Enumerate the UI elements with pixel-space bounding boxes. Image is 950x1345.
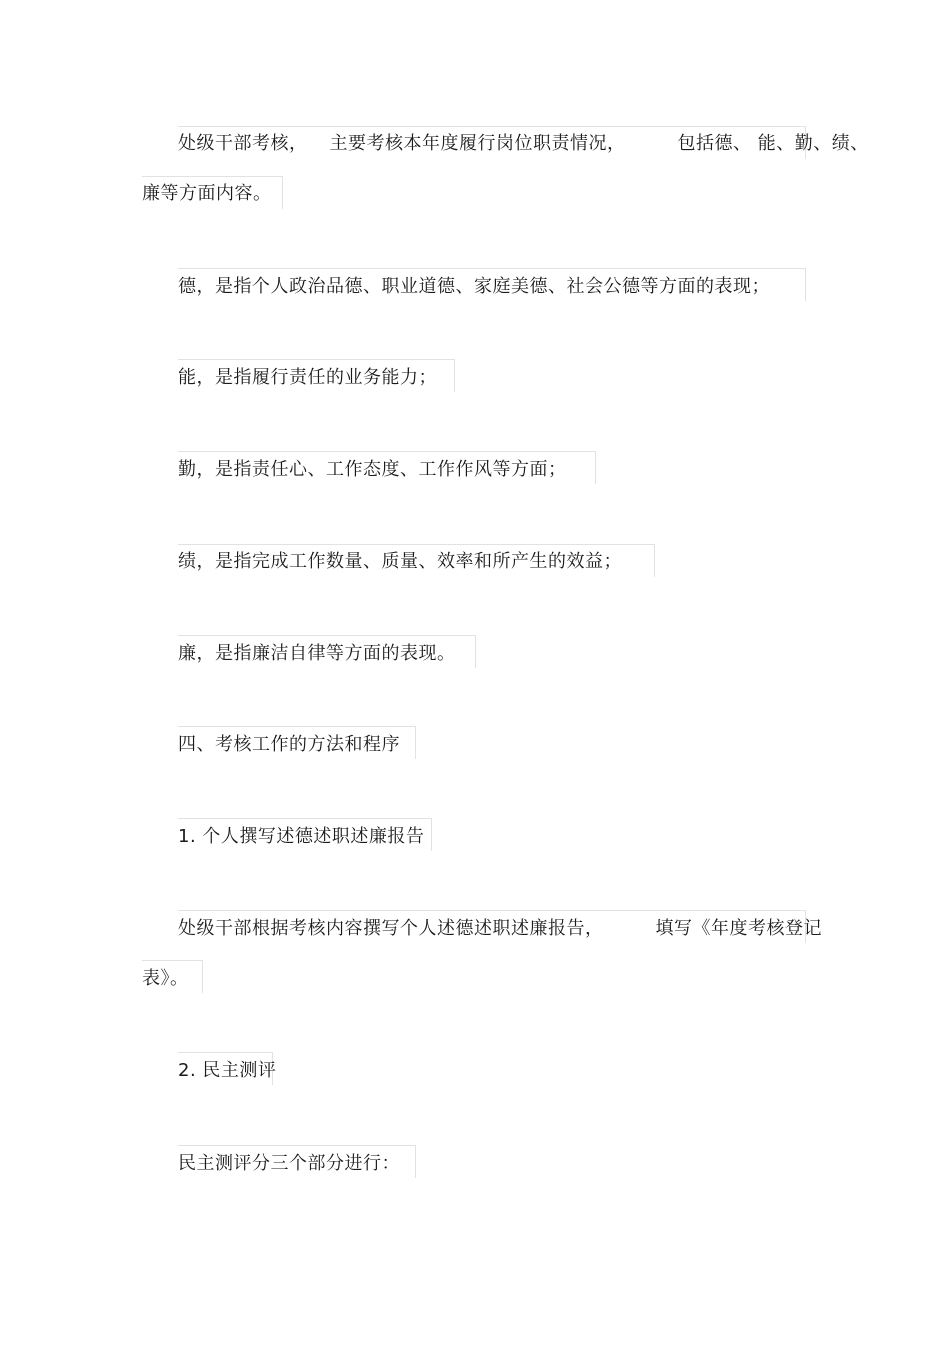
text-segment: 处级干部根据考核内容撰写个人述德述职述廉报告， <box>178 918 604 939</box>
paragraph-cadre-assessment <box>178 131 869 157</box>
paragraph-de: 德，是指个人政治品德、职业道德、家庭美德、社会公德等方面的表现； <box>178 276 770 297</box>
paragraph-qin: 勤，是指责任心、工作态度、工作作风等方面； <box>178 459 567 480</box>
paragraph-continuation: 廉等方面内容。 <box>142 183 272 204</box>
text-segment: 处级干部考核， <box>178 133 308 154</box>
text-segment: 填写《年度考核登记 <box>655 918 822 939</box>
paragraph-report-writing <box>178 916 822 942</box>
text-segment: 包括德、 能、勤、绩、 <box>677 133 869 154</box>
subheading-democratic-evaluation: 2. 民主测评 <box>178 1060 277 1081</box>
paragraph-ji: 绩，是指完成工作数量、质量、效率和所产生的效益； <box>178 551 622 572</box>
paragraph-neng: 能，是指履行责任的业务能力； <box>178 367 437 388</box>
paragraph-lian: 廉，是指廉洁自律等方面的表现。 <box>178 643 456 664</box>
section-heading: 四、考核工作的方法和程序 <box>178 734 400 755</box>
subheading-report: 1. 个人撰写述德述职述廉报告 <box>178 826 425 847</box>
text-segment: 主要考核本年度履行岗位职责情况， <box>329 133 626 154</box>
paragraph-evaluation-parts: 民主测评分三个部分进行： <box>178 1153 400 1174</box>
paragraph-continuation: 表》。 <box>142 968 189 989</box>
